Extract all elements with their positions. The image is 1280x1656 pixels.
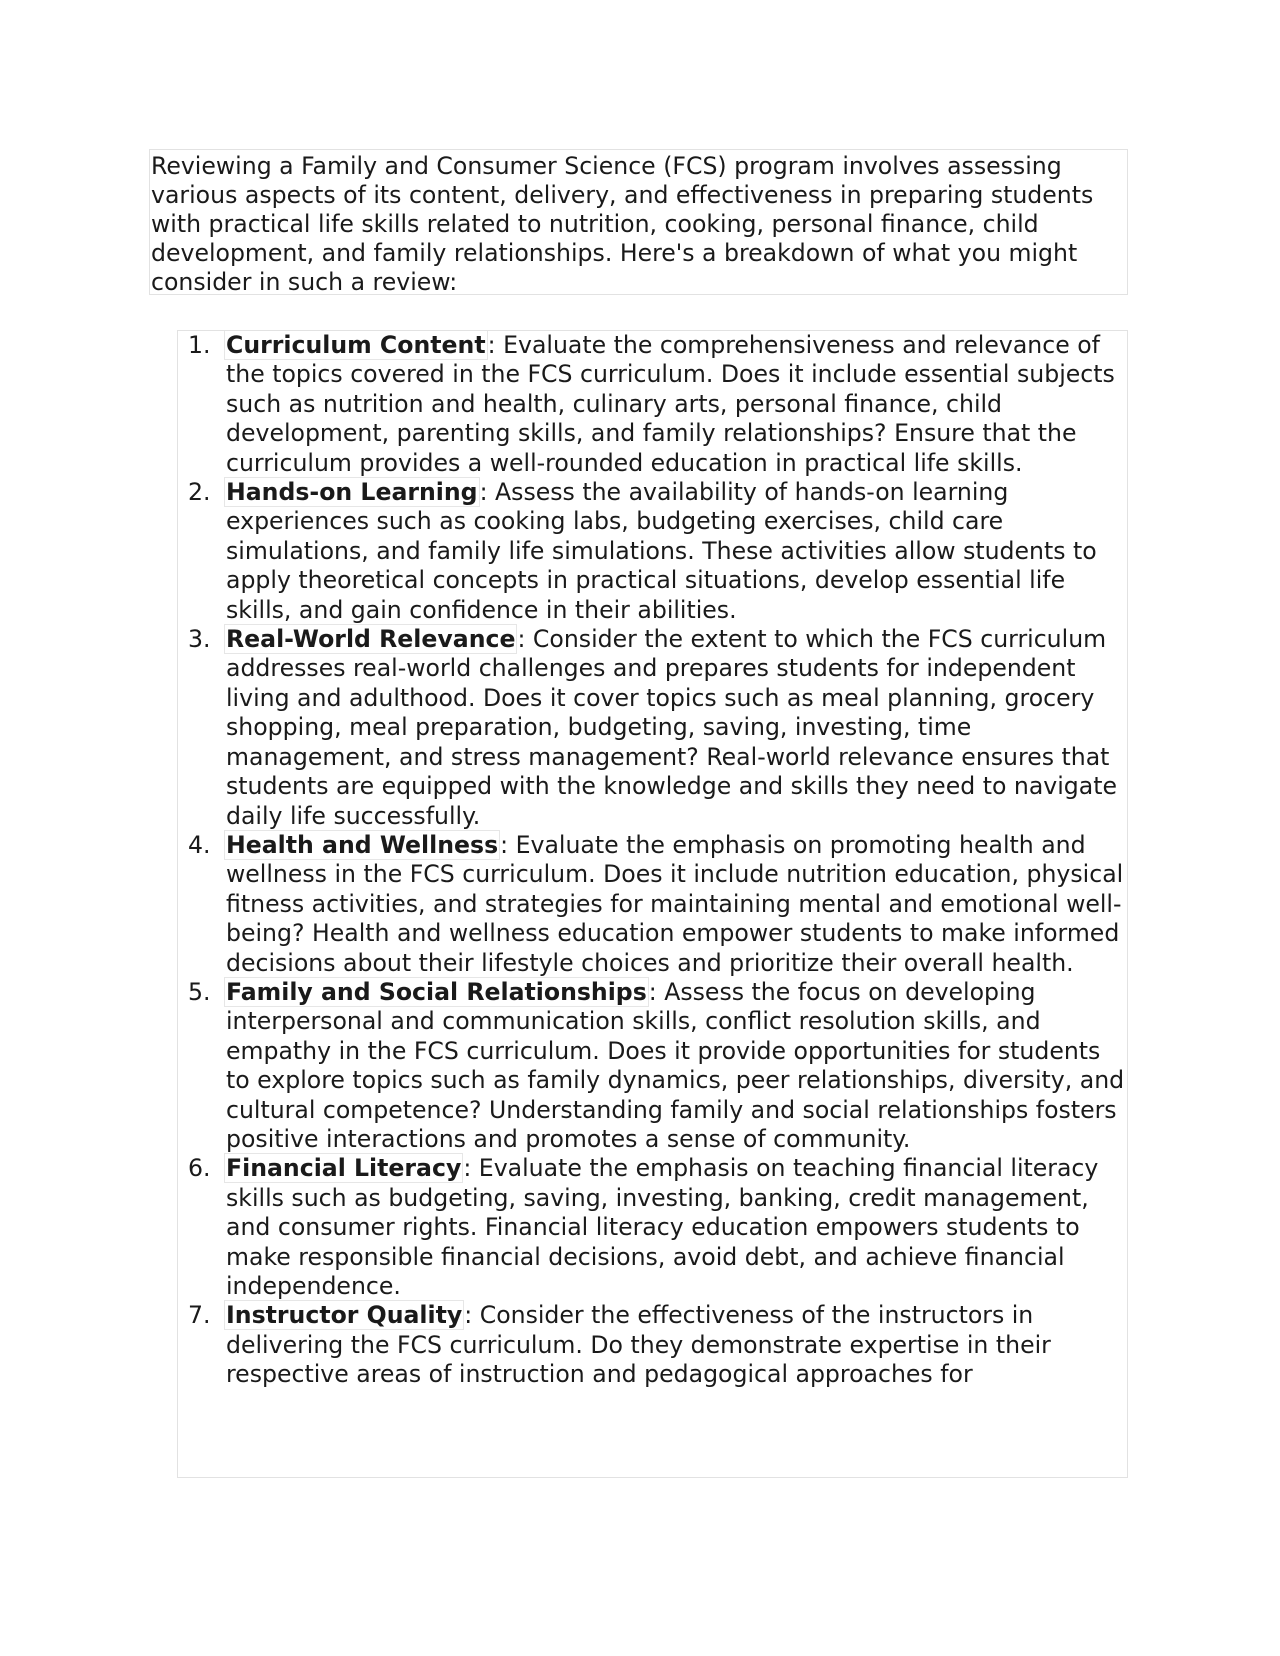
item-text: : Assess the focus on developing interpersonal and communication skills, conflict resolution skills, and empathy in the FCS curriculum. Does it provide opportunities for students to explore topics such as family dynamics, peer relationships, diversity, and cultural competence? Understanding family and social relationships fosters positive interactions and promotes a sense of community. [226, 977, 1125, 1153]
item-text: : Consider the extent to which the FCS curriculum addresses real-world challenges and prepares students for independent living and adulthood. Does it cover topics such as meal planning, grocery shopping, meal preparation, budgeting, saving, investing, time management, and stress management? Real-world relevance ensures that students are equipped with the knowledge and skills they need to navigate daily life successfully. [226, 625, 1118, 830]
item-text: : Consider the effectiveness of the instructors in delivering the FCS curriculum. Do they demonstrate expertise in their respective areas of instruction and pedagogical approaches for [226, 1301, 1051, 1389]
item-term: Curriculum Content [226, 331, 486, 359]
list-item [178, 1301, 1127, 1389]
item-term: Family and Social Relationships [226, 977, 647, 1006]
item-text: : Assess the availability of hands-on learning experiences such as cooking labs, budgeting exercises, child care simulations, and family life simulations. These activities allow students to apply theoretical concepts in practical situations, develop essential life skills, and gain confidence in their abilities. [226, 478, 1097, 624]
item-text: : Evaluate the emphasis on teaching financial literacy skills such as budgeting, saving, investing, banking, credit management, and consumer rights. Financial literacy education empowers students to make responsible financial decisions, avoid debt, and achieve financial independence. [226, 1154, 1099, 1300]
intro-text: Reviewing a Family and Consumer Science (FCS) program involves assessing various aspects of its content, delivery, and effectiveness in preparing students with practical life skills related to nutrition, cooking, personal finance, child development, and family relationships. Here's a breakdown of what you might consider in such a review: [151, 152, 1094, 296]
review-criteria-list [178, 331, 1127, 1390]
list-item [178, 978, 1127, 1154]
list-item [178, 625, 1127, 831]
item-term: Instructor Quality [226, 1301, 463, 1330]
item-term: Hands-on Learning [226, 478, 478, 507]
item-number: 2. [188, 478, 211, 507]
list-item [178, 331, 1127, 478]
item-number: 4. [188, 830, 211, 859]
list-item [178, 1154, 1127, 1301]
list-item [178, 831, 1127, 978]
item-number: 7. [188, 1301, 211, 1330]
item-term: Health and Wellness [226, 830, 499, 859]
intro-paragraph [149, 149, 1128, 295]
review-list-container [177, 330, 1128, 1478]
item-number: 1. [188, 331, 211, 359]
item-term: Financial Literacy [226, 1154, 462, 1183]
item-number: 5. [188, 977, 211, 1006]
list-item [178, 478, 1127, 625]
item-term: Real-World Relevance [226, 625, 516, 654]
item-text: : Evaluate the comprehensiveness and relevance of the topics covered in the FCS curriculum. Does it include essential subjects such as nutrition and health, culinary arts, personal finance, child development, parenting skills, and family relationships? Ensure that the curriculum provides a well-rounded education in practical life skills. [226, 331, 1115, 477]
item-text: : Evaluate the emphasis on promoting health and wellness in the FCS curriculum. Does it include nutrition education, physical fitness activities, and strategies for maintaining mental and emotional well-being? Health and wellness education empower students to make informed decisions about their lifestyle choices and prioritize their overall health. [226, 830, 1124, 977]
item-number: 3. [188, 625, 211, 654]
item-number: 6. [188, 1154, 211, 1183]
